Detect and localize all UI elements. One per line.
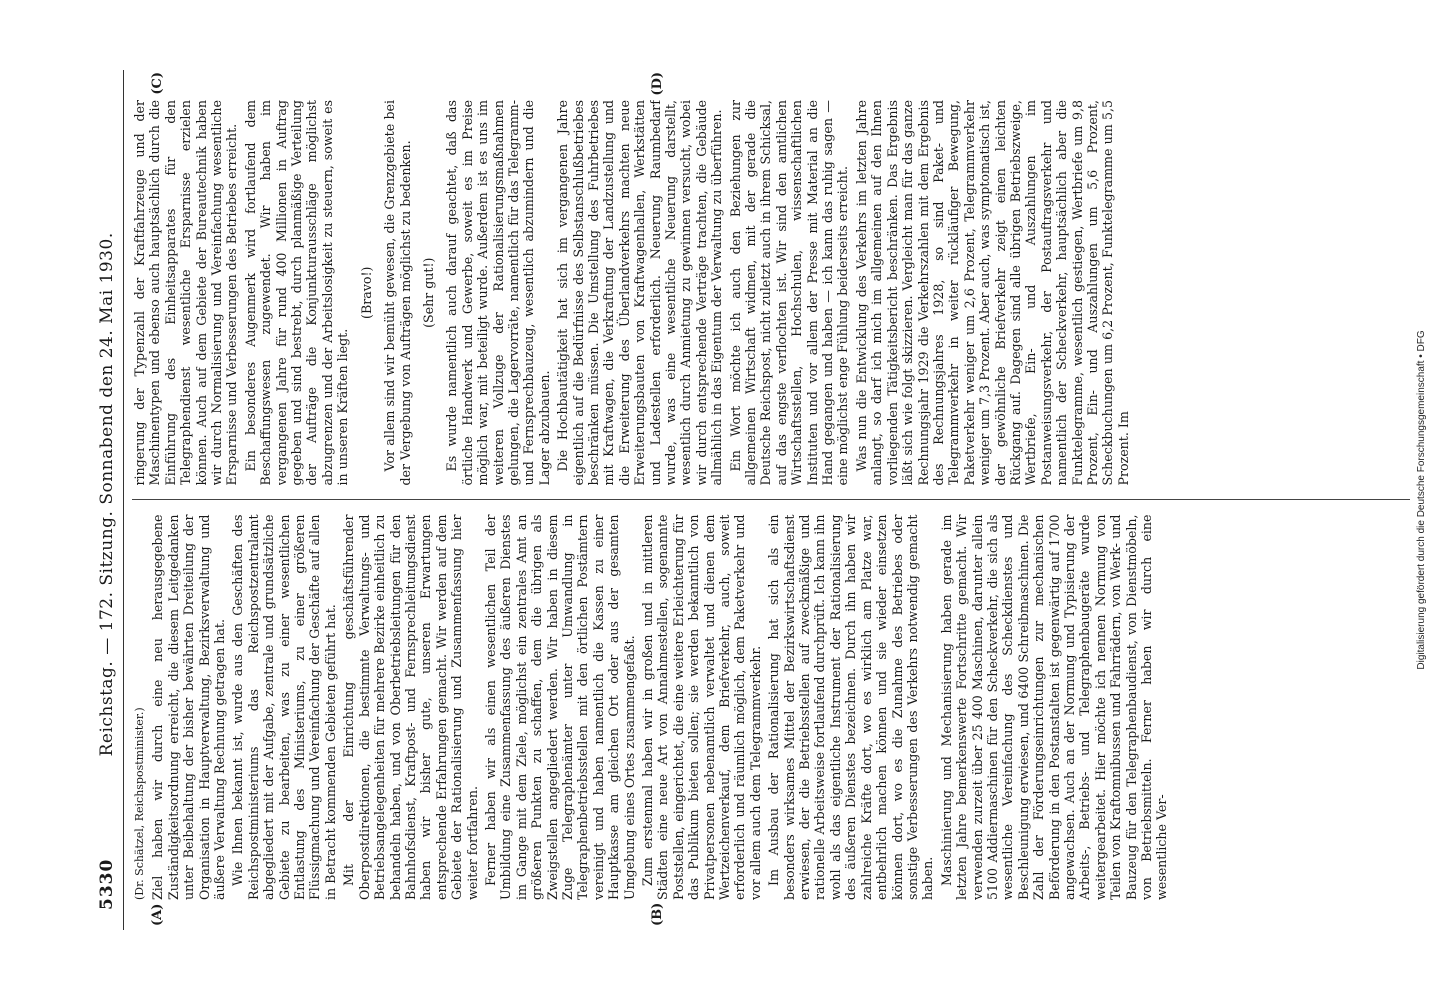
paragraph: Was nun die Entwicklung des Verkehrs im letzten Jahre anlangt, so darf ich mich im allgemeinen auf den Ihnen vorliegenden Tätigkeitsbericht beschränken. Das Ergebnis läßt sich wie folgt skizzieren. Vergleicht man für das ganze Rechnungsjahr 1929 die Verkehrszahlen mit dem Ergebnis des Rechnungsjahres 1928, so sind Paket- und Telegrammverkehr in weiter rückläufiger Bewegung, Paketverkehr weniger um 2,6 Prozent, Telegrammverkehr weniger um 7,3 Prozent. Aber auch, was symptomatisch ist, der gewöhnliche Briefverkehr zeigt einen leichten Rückgang auf. Dagegen sind alle übrigen Betriebszweige, Wertbriefe, Ein- und Auszahlungen im Postanweisungsverkehr, der Postauftragsverkehr und namentlich der Scheckverkehr, hauptsächlich aber die Funktelegramme, wesentlich gestiegen, Wertbriefe um 9,8 Prozent, Ein- und Auszahlungen um 5,6 Prozent, Scheckbuchungen um 6,2 Prozent, Funktelegramme um 5,5 Prozent. Im: [853, 100, 1131, 486]
paragraph: Im Ausbau der Rationalisierung hat sich als ein besonders wirksames Mittel der Bezirkswirtschaftsdienst erwiesen, der die Betriebsstellen auf zweckmäßige und rationelle Arbeitsweise fortlaufend durchprüft. Ich kann ihn wohl als das eigentliche Instrument der Rationalisierung des äußeren Dienstes bezeichnen. Durch ihn haben wir zahlreiche Kräfte dort, wo es wirklich am Platze war, entbehrlich machen können und sie wieder einsetzen können dort, wo es die Zunahme des Betriebes oder sonstige Verbesserungen des Verkehrs notwendig gemacht haben.: [766, 514, 936, 900]
paragraph: Ferner haben wir als einen wesentlichen Teil der Umbildung eine Zusammenfassung des äußeren Dienstes im Gange mit dem Ziele, möglichst ein zentrales Amt an größeren Punkten zu schaffen, dem die übrigen als Zweigstellen angegliedert werden. Wir haben in diesem Zuge Telegraphenämter unter Umwandlung in Telegraphenbetriebsstellen mit den örtlichen Postämtern vereinigt und haben namentlich die Kassen zu einer Hauptkasse am gleichen Ort oder aus der gesamten Umgebung eines Ortes zusammengefaßt.: [482, 514, 637, 900]
speaker-label: (Dr. Schätzel, Reichspostminister.): [133, 707, 146, 900]
paragraph: Ein besonderes Augenmerk wird fortlaufend dem Beschaffungswesen zugewendet. Wir haben im vergangenen Jahre für rund 400 Millionen in Auftrag gegeben und sind bestrebt, durch planmäßige Verteilung der Aufträge die Konjunkturausschläge möglichst abzugrenzen und der Arbeitslosigkeit zu steuern, soweit es in unseren Kräften liegt.: [242, 100, 351, 486]
dfg-credit-text: Digitalisierung gefördert durch die Deutsche Forschungsgemeinschaft • DFG: [1416, 330, 1427, 670]
margin-mark-d: (D): [650, 72, 665, 96]
interjection: (Sehr gut!): [420, 257, 436, 328]
paragraph: Maschinierung und Mechanisierung haben gerade im letzten Jahre bemerkenswerte Fortschritte gemacht. Wir verwenden zurzeit über 25 400 Maschinen, darunter allein 5100 Addiermaschinen für den Scheckverkehr, die sich als wesentliche Vereinfachung des Scheckdienstes und Beschleunigung erwiesen, und 6400 Schreibmaschinen. Die Zahl der Förderungseinrichtungen zur mechanischen Beförderung in den Postanstalten ist gegenwärtig auf 1700 angewachsen. Auch an der Normung und Typisierung der Arbeits-, Betriebs- und Telegraphenbaugeräte wurde weitergearbeitet. Hier möchte ich nennen Normung von Teilen von Kraftomnibussen und Fahrrädern, von Werk- und Bauzeug für den Telegraphenbaudienst, von Dienstmöbeln, von Betriebsmitteln. Ferner haben wir durch eine wesentliche Ver-: [938, 514, 1170, 900]
margin-mark-b: (B): [650, 902, 665, 926]
column-divider: [132, 500, 1410, 501]
page-number: 5330: [96, 858, 117, 910]
margin-mark-c: (C): [150, 72, 165, 95]
paragraph: Es wurde namentlich auch darauf geachtet, daß das örtliche Handwerk und Gewerbe, soweit es im Preise möglich war, mit beteiligt wurde. Außerdem ist es uns im weiteren Vollzuge der Rationalisierungsmaßnahmen gelungen, die Lagervorräte, namentlich für das Telegramm- und Fernsprechbauzeug, wesentlich abzumindern und die Lager abzubauen.: [444, 100, 552, 486]
paragraph: ringerung der Typenzahl der Kraftfahrzeuge und der Maschinentypen und ebenso auch hauptsächlich durch die Einführung des Einheitsapparates für den Telegraphendienst wesentliche Ersparnisse erzielen können. Auch auf dem Gebiete der Bureautechnik haben wir durch Normalisierung und Vereinfachung wesentliche Ersparnisse und Verbesserungen des Betriebes erreicht.: [132, 100, 240, 486]
interjection: (Bravo!): [358, 266, 374, 319]
paragraph: Ein Wort möchte ich auch den Beziehungen zur allgemeinen Wirtschaft widmen, mit der gerade die Deutsche Reichspost, nicht zuletzt auch in ihrem Schicksal, auf das engste verflochten ist. Wir sind den amtlichen Wirtschaftsstellen, Hochschulen, wissenschaftlichen Instituten und vor allem der Presse mit Material an die Hand gegangen und haben — ich kann das ruhig sagen — eine möglichst enge Fühlung beiderseits erreicht.: [727, 100, 851, 486]
left-column: [132, 515, 1410, 901]
side-credit-strip: [1410, 0, 1434, 1000]
paragraph: Die Hochbautätigkeit hat sich im vergangenen Jahre eigentlich auf die Bedürfnisse des Selbstanschlußbetriebes beschränken müssen. Die Umstellung des Fuhrbetriebes mit Kraftwagen, die Verkraftung der Landzustellung und die Erweiterung des Überlandverkehrs machten neue Erweiterungsbauten von Kraftwagenhallen, Werkstätten und Ladestellen erforderlich. Neuerung Raumbedarf wurde, was eine wesentliche Neuerung darstellt, wesentlich durch Anmietung zu gewinnen versucht, wobei wir durch entsprechende Verträge trachten, die Gebäude allmählich in das Eigentum der Verwaltung zu überführen.: [555, 100, 725, 486]
page-header: [90, 70, 124, 930]
paragraph: Mit der Einrichtung geschäftsführender Oberpostdirektionen, die bestimmte Verwaltungs- und Betriebsangelegenheiten für mehrere Bezirke einheitlich zu behandeln haben, und von Oberbetriebsleitungen für den Bahnhofsdienst, Kraftpost- und Fernsprechleitungsdienst haben wir bisher gute, unseren Erwartungen entsprechende Erfahrungen gemacht. Wir werden auf dem Gebiete der Rationalisierung und Zusammenfassung hier weiter fortfahren.: [341, 514, 480, 900]
right-column: [132, 100, 1410, 486]
page-title: Reichstag. — 172. Sitzung. Sonnabend den 24. Mai 1930.: [96, 232, 117, 757]
text-columns: [132, 100, 1410, 900]
margin-mark-a: (A): [150, 903, 165, 926]
scanned-page: [90, 70, 1420, 930]
paragraph: Ziel haben wir durch eine neu herausgegebene Zuständigkeitsordnung erreicht, die diesem Leitgedanken unter Beibehaltung der bisher bewährten Dreiteilung der Organisation in Hauptverwaltung, Bezirksverwaltung und äußere Verwaltung Rechnung getragen hat.: [150, 514, 228, 900]
paragraph: Wie Ihnen bekannt ist, wurde aus den Geschäften des Reichspostministeriums das Reichspostzentralamt abgegliedert mit der Aufgabe, zentrale und grundsätzliche Gebiete zu bearbeiten, was zu einer wesentlichen Entlastung des Ministeriums, zu einer größeren Flüssigmachung und Vereinfachung der Geschäfte auf allen in Betracht kommenden Gebieten geführt hat.: [230, 514, 338, 900]
paragraph: Zum erstenmal haben wir in großen und in mittleren Städten eine neue Art von Annahmestellen, sogenannte Poststellen, eingerichtet, die eine weitere Erleichterung für das Publikum bieten sollen; sie werden bekanntlich von Privatpersonen nebenamtlich verwaltet und dienen dem Wertzeichenverkauf, dem Briefverkehr, auch, soweit erforderlich und räumlich möglich, dem Paketverkehr und vor allem auch dem Telegrammverkehr.: [640, 514, 763, 900]
paragraph: Vor allem sind wir bemüht gewesen, die Grenzgebiete bei der Vergebung von Aufträgen möglichst zu bedenken.: [382, 100, 413, 486]
